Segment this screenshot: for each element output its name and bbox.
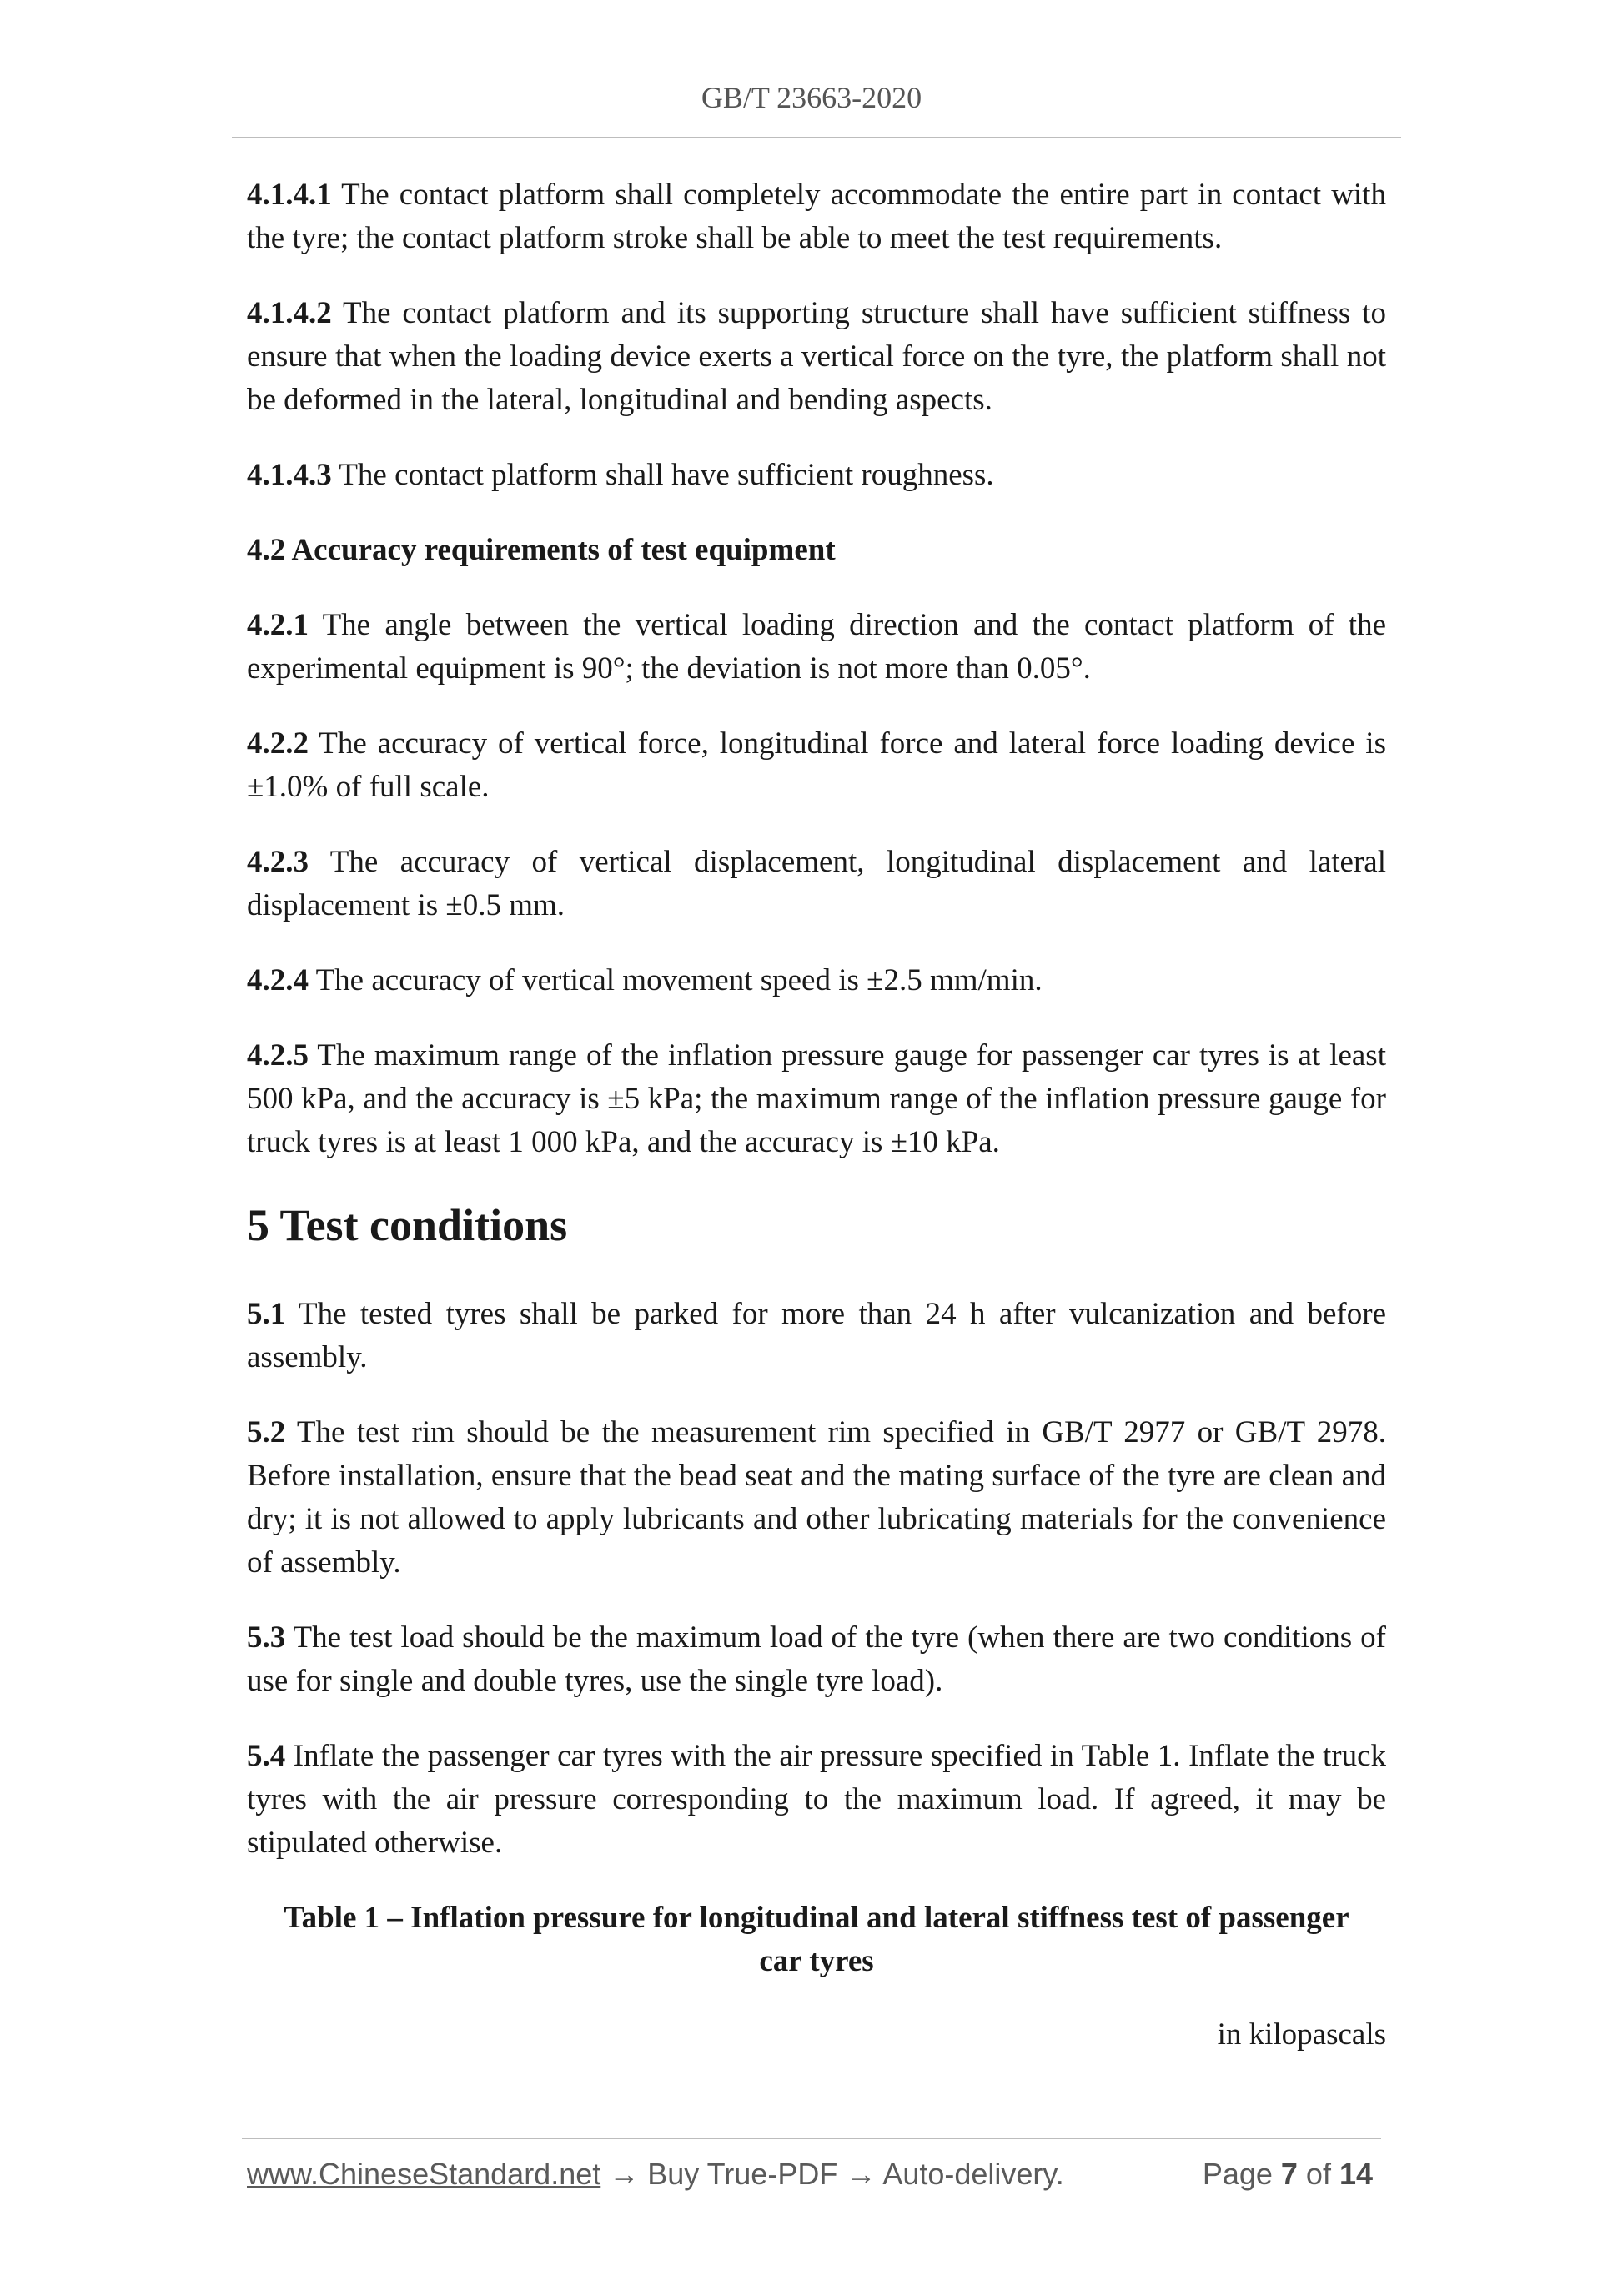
- footer-tagline: → Buy True-PDF → Auto-delivery.: [600, 2157, 1064, 2191]
- clause-text: The contact platform shall have sufficient roughness.: [331, 458, 994, 492]
- clause-number: 4.1.4.1: [247, 178, 332, 212]
- clause-4-1-4-3: [247, 454, 1386, 497]
- clause-number: 4.2.1: [247, 608, 309, 642]
- clause-text: The accuracy of vertical force, longitudinal force and lateral force loading device is ±1.0% of full scale.: [247, 726, 1386, 804]
- clause-text: The accuracy of vertical movement speed is ±2.5 mm/min.: [309, 963, 1043, 997]
- clause-number: 4.1.4.3: [247, 458, 332, 492]
- clause-number: 5.4: [247, 1739, 286, 1773]
- clause-4-2-4: [247, 959, 1386, 1002]
- page-indicator: [1203, 2157, 1373, 2192]
- page-current: 7: [1280, 2157, 1298, 2191]
- clause-number: 5.1: [247, 1297, 286, 1331]
- header-divider: [232, 137, 1401, 138]
- clause-4-2-5: [247, 1034, 1386, 1164]
- clause-number: 4.2.4: [247, 963, 309, 997]
- clause-5-3: [247, 1616, 1386, 1703]
- table-caption: [247, 1897, 1386, 1983]
- clause-4-1-4-2: [247, 292, 1386, 422]
- clause-number: 4.2.5: [247, 1038, 309, 1073]
- clause-4-1-4-1: [247, 173, 1386, 260]
- page-total: 14: [1339, 2157, 1373, 2191]
- clause-4-2-1: [247, 604, 1386, 691]
- clause-number: 4.2.3: [247, 845, 309, 879]
- clause-text: The test load should be the maximum load of the tyre (when there are two conditions of use for single and double tyres, use the single tyre load).: [247, 1620, 1386, 1698]
- table-units: in kilopascals: [1217, 2017, 1386, 2052]
- footer-divider: [242, 2138, 1381, 2139]
- clause-text: The maximum range of the inflation pressure gauge for passenger car tyres is at least 500 kPa, and the accuracy is ±5 kPa; the maximum range of the inflation pressure gauge for truck tyres is at least 1 000 kPa, and the accuracy is ±10 kPa.: [247, 1038, 1386, 1159]
- section-heading-4-2: 4.2 Accuracy requirements of test equipment: [247, 533, 836, 567]
- clause-text: The accuracy of vertical displacement, longitudinal displacement and lateral displacement is ±0.5 mm.: [247, 845, 1386, 922]
- clause-number: 5.2: [247, 1415, 286, 1449]
- clause-5-4: [247, 1735, 1386, 1865]
- clause-text: The test rim should be the measurement rim specified in GB/T 2977 or GB/T 2978. Before installation, ensure that the bead seat and the mating surface of the tyre are clean and dry; it is not allowed to apply lubricants and other lubricating materials for the convenience of assembly.: [247, 1415, 1386, 1580]
- clause-5-2: [247, 1411, 1386, 1585]
- clause-text: Inflate the passenger car tyres with the air pressure specified in Table 1. Inflate the truck tyres with the air pressure corresponding to the maximum load. If agreed, it may be stipulated otherwise.: [247, 1739, 1386, 1860]
- table-caption-line-2: car tyres: [759, 1944, 874, 1978]
- clause-4-2-2: [247, 722, 1386, 809]
- clause-number: 4.2.2: [247, 726, 309, 761]
- page-header: GB/T 23663-2020: [701, 81, 922, 114]
- page-footer: [247, 2157, 1373, 2192]
- clause-text: The contact platform and its supporting structure shall have sufficient stiffness to ensure that when the loading device exerts a vertical force on the tyre, the platform shall not be deformed in the lateral, longitudinal and bending aspects.: [247, 296, 1386, 417]
- clause-5-1: [247, 1293, 1386, 1379]
- page-label: Page: [1202, 2157, 1281, 2191]
- table-caption-line-1: Table 1 – Inflation pressure for longitudinal and lateral stiffness test of passenger: [284, 1901, 1349, 1935]
- section-heading-5: 5 Test conditions: [247, 1200, 568, 1250]
- page-of: of: [1297, 2157, 1339, 2191]
- clause-number: 4.1.4.2: [247, 296, 332, 330]
- clause-text: The tested tyres shall be parked for more than 24 h after vulcanization and before assembly.: [247, 1297, 1386, 1374]
- clause-text: The angle between the vertical loading direction and the contact platform of the experimental equipment is 90°; the deviation is not more than 0.05°.: [247, 608, 1386, 686]
- clause-text: The contact platform shall completely accommodate the entire part in contact with the tyre; the contact platform stroke shall be able to meet the test requirements.: [247, 178, 1386, 255]
- clause-number: 5.3: [247, 1620, 286, 1655]
- document-body: [247, 173, 1386, 2057]
- clause-4-2-3: [247, 841, 1386, 927]
- website-link[interactable]: www.ChineseStandard.net: [247, 2157, 601, 2191]
